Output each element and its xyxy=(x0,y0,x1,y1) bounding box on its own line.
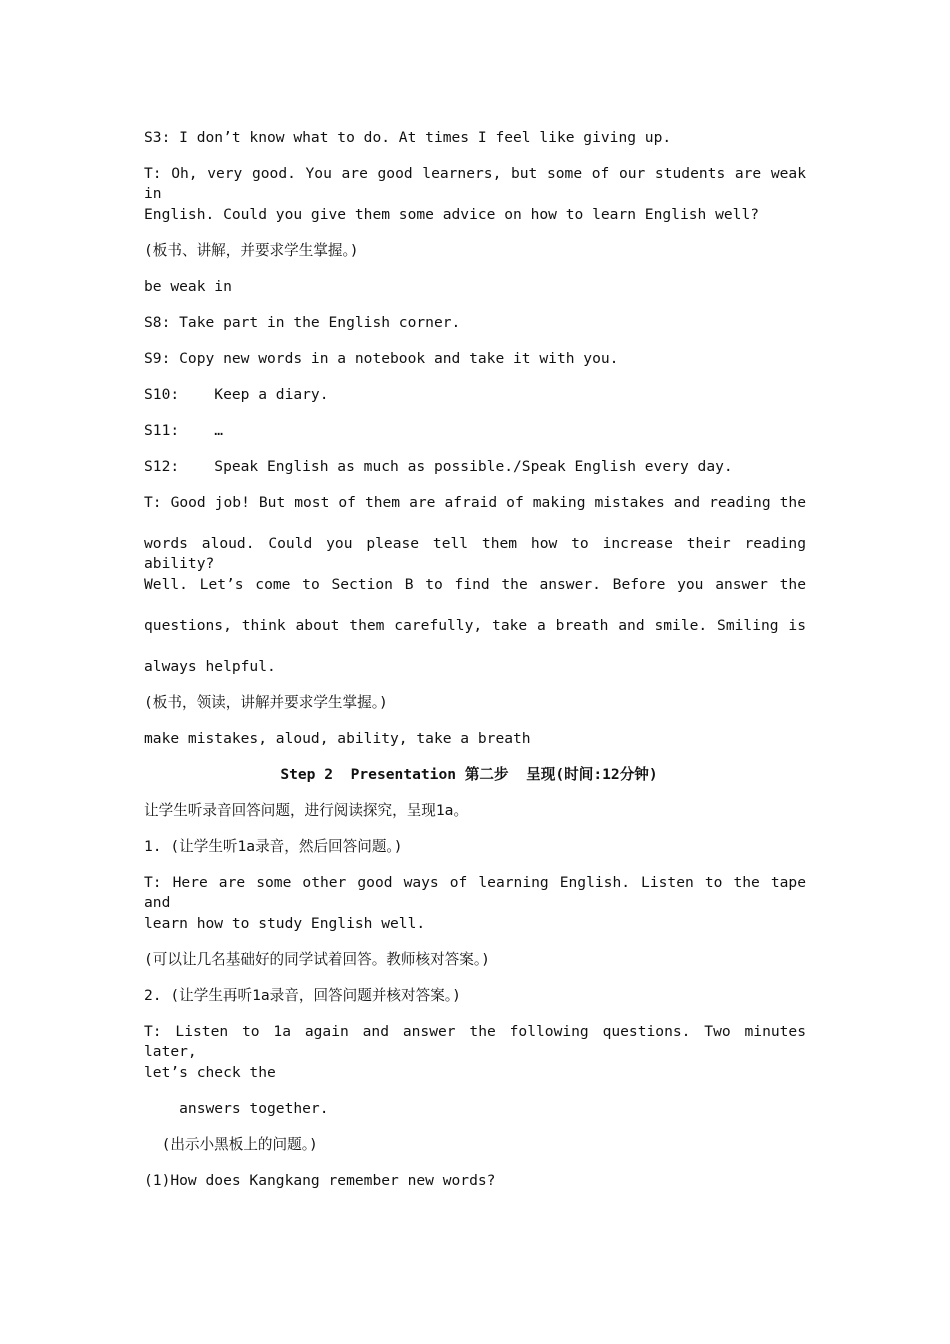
section-heading: Step 2 Presentation 第二步 呈现(时间:12分钟) xyxy=(280,766,658,783)
teacher-line: T: Here are some other good ways of learning English. Listen to the tape and xyxy=(144,874,806,911)
teacher-line-continued: Well. Let’s come to Section B to find the answer. Before you answer the xyxy=(144,576,806,593)
dialogue-line-s12: S12: Speak English as much as possible./Speak English every day. xyxy=(144,458,733,475)
question-item-1: (1)How does Kangkang remember new words? xyxy=(144,1172,496,1189)
teacher-line-continued: learn how to study English well. xyxy=(144,915,426,932)
dialogue-line-s10: S10: Keep a diary. xyxy=(144,386,329,403)
blackboard-note: (板书、讲解，并要求学生掌握。) xyxy=(144,242,359,259)
teacher-line-continued: questions, think about them carefully, take a breath and smile. Smiling is xyxy=(144,617,806,634)
teacher-line: T: Good job! But most of them are afraid of making mistakes and reading the xyxy=(144,494,806,511)
step-item-2: 2. (让学生再听1a录音，回答问题并核对答案。) xyxy=(144,987,461,1004)
vocabulary-line: be weak in xyxy=(144,278,232,295)
dialogue-line-s3: S3: I don’t know what to do. At times I feel like giving up. xyxy=(144,129,672,146)
dialogue-line-s11: S11: … xyxy=(144,422,224,439)
teacher-line-continued: words aloud. Could you please tell them how to increase their reading ability? xyxy=(144,535,806,572)
instruction-note: (出示小黑板上的问题。) xyxy=(144,1136,318,1153)
instruction-note: (可以让几名基础好的同学试着回答。教师核对答案。) xyxy=(144,951,490,968)
vocabulary-line: make mistakes, aloud, ability, take a breath xyxy=(144,730,531,747)
teacher-line-continued: let’s check the xyxy=(144,1064,276,1081)
step-item-1: 1. (让学生听1a录音，然后回答问题。) xyxy=(144,838,403,855)
dialogue-line-s8: S8: Take part in the English corner. xyxy=(144,314,461,331)
teacher-line-continued: answers together. xyxy=(144,1100,329,1117)
teacher-line: T: Oh, very good. You are good learners, but some of our students are weak in xyxy=(144,165,806,202)
blackboard-note: (板书，领读，讲解并要求学生掌握。) xyxy=(144,694,388,711)
instruction-line: 让学生听录音回答问题，进行阅读探究，呈现1a。 xyxy=(144,802,469,819)
teacher-line-continued: always helpful. xyxy=(144,658,276,675)
dialogue-line-s9: S9: Copy new words in a notebook and take it with you. xyxy=(144,350,619,367)
teacher-line: T: Listen to 1a again and answer the following questions. Two minutes later, xyxy=(144,1023,806,1060)
teacher-line-continued: English. Could you give them some advice on how to learn English well? xyxy=(144,206,760,223)
